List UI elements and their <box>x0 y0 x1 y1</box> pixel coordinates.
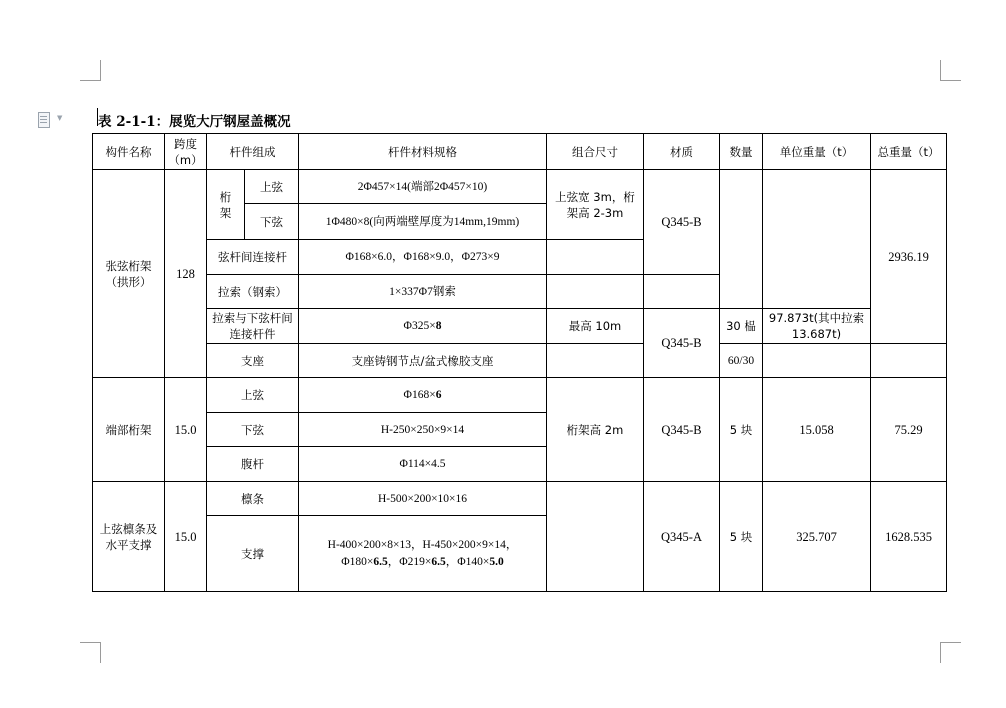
support-unit-weight-empty <box>763 344 871 378</box>
group2-web-spec: Φ114×4.5 <box>299 447 547 482</box>
upper-chord: 上弦 <box>245 170 299 204</box>
cable-link-qty: 30 榀 <box>720 309 763 344</box>
truss-dims: 上弦宽 3m，桁架高 2-3m <box>547 170 644 240</box>
group2-upper: 上弦 <box>207 378 299 413</box>
crop-mark-bottom-right <box>940 642 961 663</box>
paragraph-options-icon[interactable] <box>38 112 50 127</box>
group3-name: 上弦檩条及水平支撑 <box>93 482 165 592</box>
group3-brace-spec <box>299 516 547 592</box>
truss-label: 桁架 <box>207 170 245 240</box>
group2-qty: 5 块 <box>720 378 763 482</box>
cable-link-spec: Φ325×8 <box>299 309 547 344</box>
group1-qty-empty <box>720 170 763 309</box>
table-row <box>93 344 947 378</box>
group2-lower: 下弦 <box>207 413 299 447</box>
lower-chord-spec: 1Φ480×8(向两端壁厚度为14mm,19mm) <box>299 204 547 240</box>
header-members: 杆件组成 <box>207 134 299 170</box>
group2-unit-weight: 15.058 <box>763 378 871 482</box>
chord-link-dims-empty <box>547 240 644 275</box>
support-qty: 60/30 <box>720 344 763 378</box>
group3-purlin: 檩条 <box>207 482 299 516</box>
dropdown-caret-icon[interactable]: ▼ <box>57 114 63 122</box>
crop-mark-top-left <box>80 60 101 81</box>
group3-qty: 5 块 <box>720 482 763 592</box>
group3-material: Q345-A <box>644 482 720 592</box>
header-row <box>93 134 947 170</box>
group2-material: Q345-B <box>644 378 720 482</box>
crop-mark-bottom-left <box>80 642 101 663</box>
group2-dims: 桁架高 2m <box>547 378 644 482</box>
group2-lower-spec: H-250×250×9×14 <box>299 413 547 447</box>
group2-upper-spec: Φ168×6 <box>299 378 547 413</box>
brace-spec-line2: Φ180×6.5，Φ219×6.5，Φ140×5.0 <box>341 555 504 568</box>
group3-dims-empty <box>547 482 644 592</box>
steel-roof-overview-table <box>92 133 947 592</box>
header-name: 构件名称 <box>93 134 165 170</box>
material-q345b-a: Q345-B <box>644 170 720 275</box>
header-spec: 杆件材料规格 <box>299 134 547 170</box>
cable-link-dims: 最高 10m <box>547 309 644 344</box>
group3-purlin-spec: H-500×200×10×16 <box>299 482 547 516</box>
header-dims: 组合尺寸 <box>547 134 644 170</box>
chord-link: 弦杆间连接杆 <box>207 240 299 275</box>
upper-chord-spec: 2Φ457×14(端部2Φ457×10) <box>299 170 547 204</box>
table-caption: 表 2-1-1：展览大厅钢屋盖概况 <box>98 114 291 130</box>
lower-chord: 下弦 <box>245 204 299 240</box>
group1-total-weight: 2936.19 <box>871 170 947 344</box>
cable-link-weight: 97.873t(其中拉索 13.687t) <box>763 309 871 344</box>
group2-web: 腹杆 <box>207 447 299 482</box>
support: 支座 <box>207 344 299 378</box>
group2-span: 15.0 <box>165 378 207 482</box>
support-dims-empty <box>547 344 644 378</box>
support-total-weight-empty <box>871 344 947 378</box>
table-row <box>93 482 947 516</box>
material-q345b-b: Q345-B <box>644 309 720 378</box>
brace-spec-line1: H-400×200×8×13，H-450×200×9×14， <box>327 538 518 551</box>
group3-span: 15.0 <box>165 482 207 592</box>
group3-brace: 支撑 <box>207 516 299 592</box>
header-material: 材质 <box>644 134 720 170</box>
crop-mark-top-right <box>940 60 961 81</box>
group1-unit-weight-empty <box>763 170 871 309</box>
cable-dims-empty <box>547 275 644 309</box>
header-span: 跨度（m） <box>165 134 207 170</box>
cable-spec: 1×337Φ7钢索 <box>299 275 547 309</box>
table-row <box>93 378 947 413</box>
cable-link: 拉索与下弦杆间连接杆件 <box>207 309 299 344</box>
group1-name: 张弦桁架（拱形） <box>93 170 165 378</box>
table-row <box>93 309 947 344</box>
group3-total-weight: 1628.535 <box>871 482 947 592</box>
group1-span: 128 <box>165 170 207 378</box>
header-unit-weight: 单位重量（t） <box>763 134 871 170</box>
header-total-weight: 总重量（t） <box>871 134 947 170</box>
table-row <box>93 170 947 204</box>
group2-name: 端部桁架 <box>93 378 165 482</box>
support-spec: 支座铸钢节点/盆式橡胶支座 <box>299 344 547 378</box>
header-qty: 数量 <box>720 134 763 170</box>
cable: 拉索（钢索） <box>207 275 299 309</box>
group3-unit-weight: 325.707 <box>763 482 871 592</box>
cable-material-empty <box>644 275 720 309</box>
group2-total-weight: 75.29 <box>871 378 947 482</box>
chord-link-spec: Φ168×6.0，Φ168×9.0，Φ273×9 <box>299 240 547 275</box>
